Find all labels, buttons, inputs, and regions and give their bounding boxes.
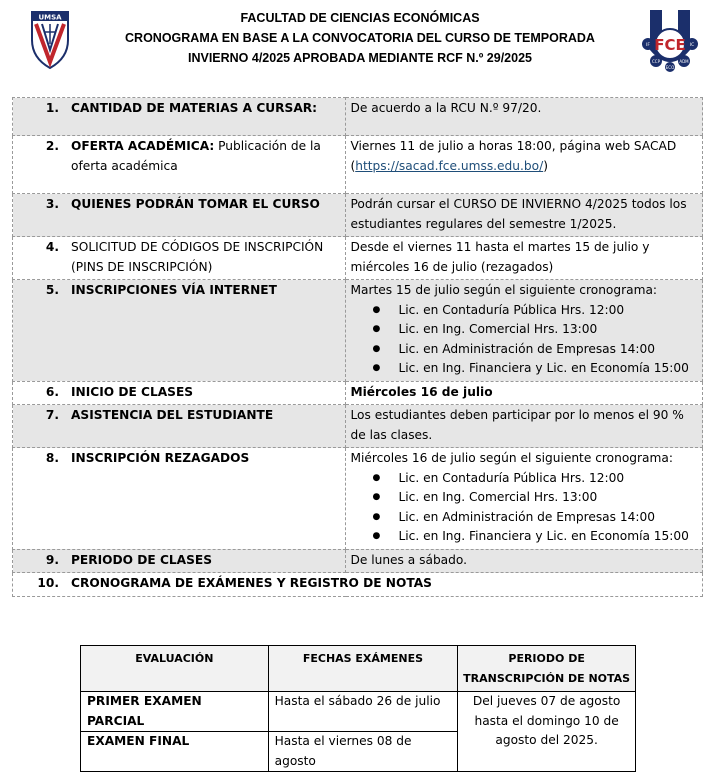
row-number: 6.	[45, 384, 59, 399]
row-number: 2.	[45, 139, 59, 153]
list-item: ● Lic. en Administración de Empresas 14:00	[350, 340, 698, 360]
fce-letter-ic: IC	[689, 43, 695, 48]
exam-name: EXAMEN FINAL	[81, 732, 269, 772]
exam-date: Hasta el sábado 26 de julio	[268, 692, 458, 732]
row-label: CANTIDAD DE MATERIAS A CURSAR:	[71, 101, 318, 115]
exam-name: PRIMER EXAMEN PARCIAL	[81, 692, 269, 732]
fce-logo	[640, 8, 700, 72]
header-fechas: FECHAS EXÁMENES	[268, 646, 458, 692]
schedule-row-4	[13, 237, 703, 280]
header-evaluacion: EVALUACIÓN	[81, 646, 269, 692]
row-number: 3.	[45, 197, 59, 211]
row-value: Desde el viernes 11 hasta el martes 15 de julio y miércoles 16 de julio (rezagados)	[346, 237, 703, 280]
umsa-logo-text: UMSA	[38, 13, 62, 22]
list-item: ● Lic. en Ing. Financiera y Lic. en Economía 15:00	[350, 527, 698, 547]
fce-letter-ccp: CCP	[652, 59, 660, 64]
row-value: De acuerdo a la RCU N.º 97/20.	[346, 98, 703, 136]
sacad-link[interactable]: https://sacad.fce.umss.edu.bo/	[355, 158, 544, 173]
list-item: ● Lic. en Administración de Empresas 14:00	[350, 508, 698, 528]
exam-row-1	[81, 692, 636, 732]
row-number: 10.	[37, 576, 59, 590]
schedule-row-10	[13, 573, 703, 597]
row-label: CRONOGRAMA DE EXÁMENES Y REGISTRO DE NOTAS	[71, 576, 432, 590]
career-list	[350, 301, 698, 379]
transcription-period: Del jueves 07 de agosto hasta el domingo 10 de agosto del 2025.	[458, 692, 636, 772]
row-value: Miércoles 16 de julio según el siguiente cronograma:	[350, 451, 673, 465]
row-label: INSCRIPCIÓN REZAGADOS	[71, 451, 250, 465]
title-line-1: FACULTAD DE CIENCIAS ECONÓMICAS	[240, 11, 480, 25]
row-label: INSCRIPCIONES VÍA INTERNET	[71, 283, 277, 297]
row-label-rest: Publicación de la oferta académica	[71, 139, 321, 173]
exam-header-row	[81, 646, 636, 692]
schedule-row-5	[13, 280, 703, 382]
career-list	[350, 469, 698, 547]
list-item: ● Lic. en Contaduría Pública Hrs. 12:00	[350, 469, 698, 489]
row-number: 9.	[45, 552, 59, 567]
row-label: INICIO DE CLASES	[71, 384, 194, 399]
schedule-row-3	[13, 194, 703, 237]
title-line-3: INVIERNO 4/2025 APROBADA MEDIANTE RCF N.º 29/2025	[187, 51, 532, 65]
row-value: Miércoles 16 de julio	[346, 381, 703, 405]
exam-date: Hasta el viernes 08 de agosto	[268, 732, 458, 772]
fce-letter-adm: ADM	[679, 59, 689, 64]
fce-letter-if: IF	[646, 43, 650, 48]
row-value: Martes 15 de julio según el siguiente cronograma:	[350, 283, 658, 297]
schedule-row-6	[13, 381, 703, 405]
schedule-row-7	[13, 405, 703, 448]
document-title	[80, 8, 640, 68]
schedule-row-2	[13, 136, 703, 194]
header-periodo: PERIODO DE TRANSCRIPCIÓN DE NOTAS	[458, 646, 636, 692]
list-item: ● Lic. en Ing. Financiera y Lic. en Economía 15:00	[350, 359, 698, 379]
document-header	[0, 0, 716, 90]
row-number: 5.	[45, 283, 59, 297]
schedule-table	[12, 97, 703, 597]
schedule-row-9	[13, 549, 703, 573]
row-number: 4.	[45, 240, 59, 254]
fce-letter-eco: ECO	[665, 65, 675, 70]
title-line-2: CRONOGRAMA EN BASE A LA CONVOCATORIA DEL CURSO DE TEMPORADA	[125, 31, 595, 45]
row-label: QUIENES PODRÁN TOMAR EL CURSO	[71, 197, 320, 211]
exam-schedule-table	[80, 645, 636, 772]
row-number: 8.	[45, 451, 59, 465]
umsa-logo	[30, 10, 70, 70]
row-value: Los estudiantes deben participar por lo menos el 90 % de las clases.	[346, 405, 703, 448]
row-label: SOLICITUD DE CÓDIGOS DE INSCRIPCIÓN (PINS DE INSCRIPCIÓN)	[71, 240, 324, 274]
list-item: ● Lic. en Ing. Comercial Hrs. 13:00	[350, 488, 698, 508]
row-value: Podrán cursar el CURSO DE INVIERNO 4/2025 todos los estudiantes regulares del semestre 1/2025.	[346, 194, 703, 237]
schedule-row-1	[13, 98, 703, 136]
row-label: PERIODO DE CLASES	[71, 552, 212, 567]
schedule-row-8	[13, 448, 703, 550]
row-value-end: )	[543, 158, 548, 173]
row-label: ASISTENCIA DEL ESTUDIANTE	[71, 408, 274, 422]
row-label: OFERTA ACADÉMICA:	[71, 139, 215, 153]
list-item: ● Lic. en Ing. Comercial Hrs. 13:00	[350, 320, 698, 340]
row-value: Viernes 11 de julio a horas 18:00, página web SACAD (	[350, 139, 677, 173]
fce-logo-text: FCE	[654, 36, 686, 54]
row-number: 1.	[45, 101, 59, 115]
row-value: De lunes a sábado.	[346, 549, 703, 573]
list-item: ● Lic. en Contaduría Pública Hrs. 12:00	[350, 301, 698, 321]
row-number: 7.	[45, 408, 59, 422]
